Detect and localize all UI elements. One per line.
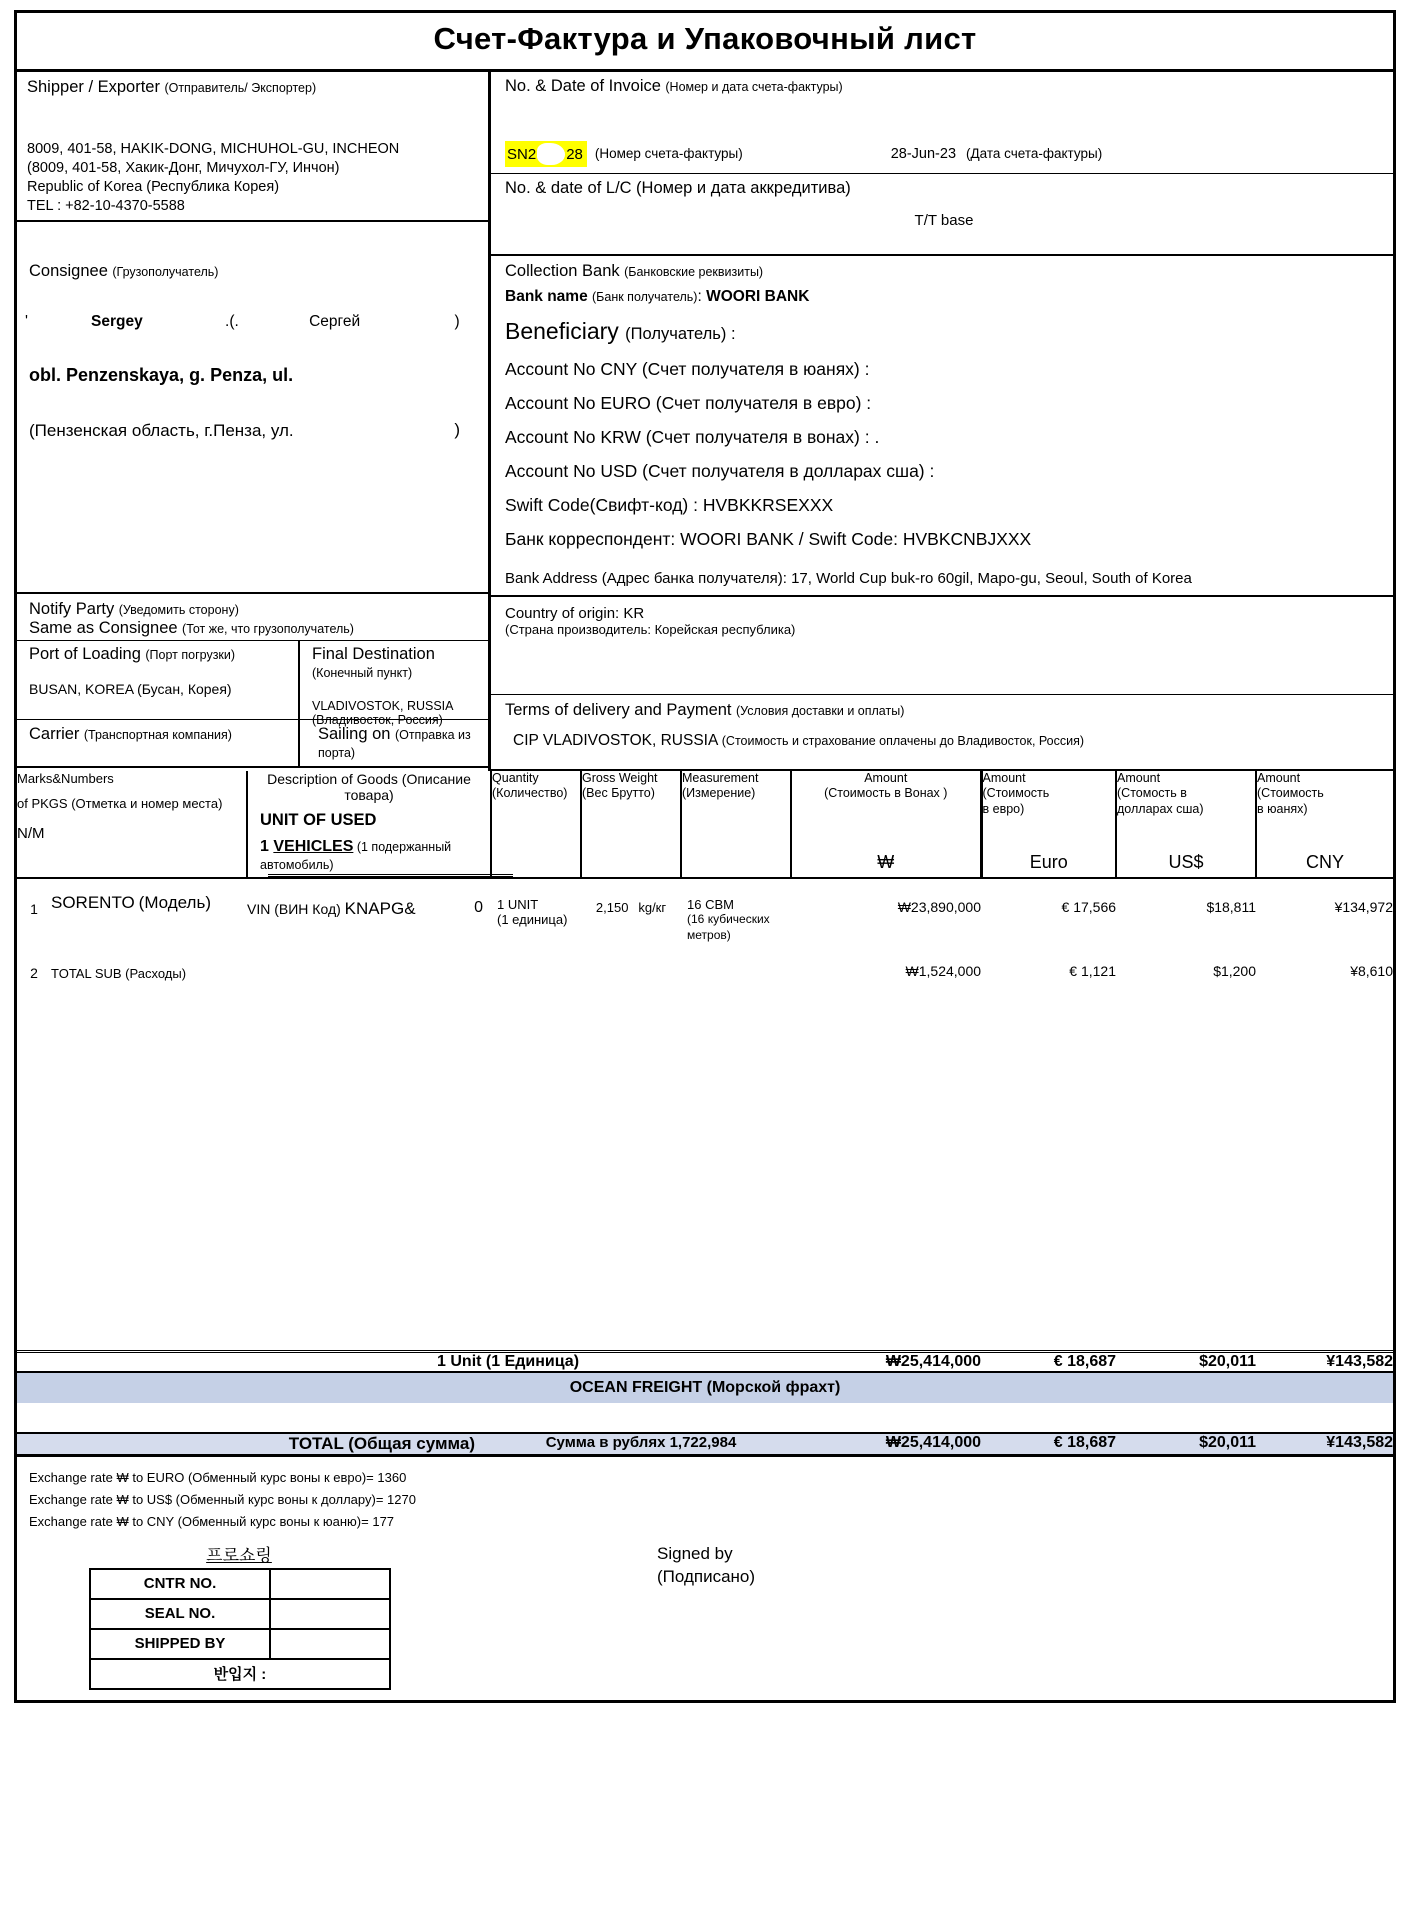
port-of-loading-label-en: Port of Loading xyxy=(29,645,141,663)
subtotal-amount-krw: ₩25,414,000 xyxy=(885,1352,982,1370)
row-index: 2 xyxy=(30,965,38,982)
invoice-date: 28-Jun-23 xyxy=(890,145,957,162)
notify-origin-row xyxy=(17,597,1393,771)
vehicles-word: VEHICLES xyxy=(273,838,354,855)
consignee-name-ru: Сергей xyxy=(309,313,361,330)
seal-no-label: SEAL NO. xyxy=(90,1599,270,1629)
final-destination-label-en: Final Destination xyxy=(312,645,435,663)
port-of-loading-value: BUSAN, KOREA (Бусан, Корея) xyxy=(29,681,232,697)
row-quantity-ru: (1 единица) xyxy=(497,912,568,927)
description-header xyxy=(247,771,491,878)
amount-usd-header-en: Amount xyxy=(1117,771,1161,785)
measurement-header-en: Measurement xyxy=(682,771,759,785)
total-amount-cny: ¥143,582 xyxy=(1326,1433,1394,1451)
country-of-origin-box xyxy=(491,597,1393,695)
gross-weight-header-ru: (Вес Брутто) xyxy=(582,786,655,801)
quantity-header xyxy=(491,771,581,878)
beneficiary-line xyxy=(505,318,1383,345)
amount-eur-header-ru: (Стоимость в евро) xyxy=(982,786,1050,816)
carrier-label-en: Carrier xyxy=(29,725,80,743)
row-quantity-cell xyxy=(491,943,581,981)
terms-of-delivery-box xyxy=(491,695,1393,771)
measurement-header xyxy=(681,771,791,878)
bank-name-label-ru: (Банк получатель) xyxy=(592,290,698,304)
document-title-row xyxy=(17,13,1393,72)
amount-usd-symbol: US$ xyxy=(1168,852,1204,872)
invoice-sheet xyxy=(14,10,1396,1703)
bank-name-label-en: Bank name xyxy=(505,288,588,305)
amount-usd-header-ru: (Стомость в долларах сша) xyxy=(1117,786,1204,816)
consignee-address-ru: (Пензенская область, г.Пенза, ул. xyxy=(29,421,294,440)
amount-eur-symbol: Euro xyxy=(1029,852,1068,872)
row-amount-usd: $1,200 xyxy=(1213,963,1257,980)
consignee-address-en: obl. Penzenskaya, g. Penza, ul. xyxy=(29,365,294,385)
row-amount-usd: $18,811 xyxy=(1206,899,1257,915)
amount-krw-header xyxy=(791,771,981,878)
subtotal-row xyxy=(17,1351,1393,1372)
lc-value: T/T base xyxy=(914,212,974,229)
row-measurement-ru: (16 кубических метров) xyxy=(687,912,770,942)
row-vin-cell xyxy=(247,943,491,981)
consignee-label-en: Consignee xyxy=(29,262,108,280)
shipped-by-row xyxy=(90,1629,390,1659)
exchange-rate-usd: Exchange rate ₩ to US$ (Обменный курс воны к доллару)= 1270 xyxy=(29,1491,416,1507)
table-filler-row xyxy=(17,981,1393,1351)
cntr-no-label: CNTR NO. xyxy=(90,1569,270,1599)
total-amount-krw: ₩25,414,000 xyxy=(885,1433,982,1451)
quantity-header-ru: (Количество) xyxy=(492,786,568,801)
consignee-label-ru: (Грузополучатель) xyxy=(112,265,219,279)
final-destination-label-ru: (Конечный пункт) xyxy=(312,666,413,680)
account-euro: Account No EURO (Счет получателя в евро) : xyxy=(505,393,872,413)
consignee-address-ru-line xyxy=(29,420,478,441)
carrier-cell xyxy=(17,720,300,766)
marks-line-1: Marks&Numbers xyxy=(17,771,114,786)
shipper-heading xyxy=(17,72,488,97)
consignee-paren-close: ) xyxy=(454,313,460,330)
row-measurement-cell xyxy=(681,943,791,981)
collection-bank-box xyxy=(491,256,1393,597)
marks-line-2: of PKGS (Отметка и номер места) xyxy=(17,796,223,811)
subtotal-amount-cny: ¥143,582 xyxy=(1326,1352,1394,1370)
ocean-freight-row xyxy=(17,1372,1393,1403)
row-model: SORENTO xyxy=(51,893,135,912)
invoice-number-highlight xyxy=(505,141,587,167)
vehicles-ru: (1 подержанный автомобиль) xyxy=(260,840,452,872)
carrier-label-ru: (Транспортная компания) xyxy=(83,728,232,742)
shipper-address-line-2: (8009, 401-58, Хакик-Донг, Мичухол-ГУ, Инчон) xyxy=(27,159,340,176)
account-cny: Account No CNY (Счет получателя в юанях) : xyxy=(505,359,870,379)
port-of-loading-cell xyxy=(17,641,300,719)
row-gross-weight: 2,150 xyxy=(595,900,629,915)
notify-label-ru: (Уведомить сторону) xyxy=(118,603,239,617)
amount-eur-header xyxy=(981,771,1116,878)
row-model: TOTAL SUB (Расходы) xyxy=(51,966,187,982)
seal-no-row xyxy=(90,1599,390,1629)
lc-label-ru: (Номер и дата аккредитива) xyxy=(636,179,851,197)
gross-weight-header xyxy=(581,771,681,878)
consignee-address-close: ) xyxy=(454,420,460,439)
banipji-label: 반입지 : xyxy=(90,1659,390,1689)
row-vin-label: VIN (ВИН Код) xyxy=(247,901,341,917)
row-amount-eur: € 1,121 xyxy=(1069,963,1117,980)
shipper-label-ru: (Отправитель/ Экспортер) xyxy=(164,81,317,95)
bank-name-line xyxy=(505,288,1383,306)
goods-table xyxy=(17,771,1393,1454)
invoice-label-ru: (Номер и дата счета-фактуры) xyxy=(665,80,843,94)
vehicles-double-underline xyxy=(268,874,513,877)
port-of-loading-label-ru: (Порт погрузки) xyxy=(145,648,236,662)
shipped-by-label: SHIPPED BY xyxy=(90,1629,270,1659)
terms-label-en: Terms of delivery and Payment xyxy=(505,701,732,719)
subtotal-amount-eur: € 18,687 xyxy=(1053,1352,1117,1370)
lc-label-en: No. & date of L/C xyxy=(505,179,632,197)
invoice-date-caption: (Дата счета-фактуры) xyxy=(966,146,1103,161)
final-destination-cell xyxy=(300,641,488,727)
marks-numbers-header xyxy=(17,771,247,878)
terms-value-ru: (Стоимость и страхование оплачены до Владивосток, Россия) xyxy=(721,734,1085,748)
table-row xyxy=(17,878,1393,943)
row-amount-krw: ₩1,524,000 xyxy=(905,963,982,980)
amount-cny-header xyxy=(1256,771,1393,878)
page-title: Счет-Фактура и Упаковочный лист xyxy=(433,21,977,56)
collection-bank-label-ru: (Банковские реквизиты) xyxy=(624,265,764,279)
total-row xyxy=(17,1433,1393,1454)
row-gross-weight-cell xyxy=(581,878,681,943)
shipper-box xyxy=(17,72,488,222)
invoice-number-caption: (Номер счета-фактуры) xyxy=(594,146,743,161)
final-destination-value: VLADIVOSTOK, RUSSIA (Владивосток, Россия) xyxy=(312,699,453,727)
shipper-column xyxy=(17,72,491,256)
correspondent-bank: Банк корреспондент: WOORI BANK / Swift Code: HVBKCNBJXXX xyxy=(505,529,1032,549)
collection-bank-heading xyxy=(505,262,1383,281)
table-row xyxy=(17,943,1393,981)
bank-name-sep: : xyxy=(697,288,707,305)
amount-eur-header-en: Amount xyxy=(982,771,1026,785)
row-vin-tail: 0 xyxy=(474,899,484,916)
gross-weight-header-en: Gross Weight xyxy=(582,771,658,785)
port-row xyxy=(17,641,488,727)
invoice-column xyxy=(491,72,1393,256)
subtotal-unit-label: 1 Unit (1 Единица) xyxy=(437,1352,580,1370)
beneficiary-label-en: Beneficiary xyxy=(505,318,619,344)
amount-cny-symbol: CNY xyxy=(1306,852,1345,872)
country-of-origin-en: Country of origin: KR xyxy=(505,605,645,622)
row-model-cell xyxy=(51,878,247,943)
invoice-number-row xyxy=(491,134,1393,174)
total-rub-label: Сумма в рублях 1,722,984 xyxy=(545,1433,737,1451)
shipper-address-line-1: 8009, 401-58, HAKIK-DONG, MICHUHOL-GU, INCHEON xyxy=(27,140,400,157)
footer-section xyxy=(17,1454,1393,1700)
account-usd: Account No USD (Счет получателя в долларах сша) : xyxy=(505,461,935,481)
lc-box xyxy=(491,174,1393,256)
consignee-quote: ' xyxy=(25,313,28,330)
quantity-header-en: Quantity xyxy=(492,771,539,785)
bank-name-value: WOORI BANK xyxy=(706,288,810,305)
bank-column xyxy=(491,256,1393,597)
shipper-address-line-4: TEL : +82-10-4370-5588 xyxy=(27,197,185,214)
total-amount-eur: € 18,687 xyxy=(1053,1433,1117,1451)
shipper-address xyxy=(27,140,399,217)
container-table xyxy=(89,1568,391,1690)
banipji-row xyxy=(90,1659,390,1689)
beneficiary-label-ru: (Получатель) xyxy=(625,325,727,343)
invoice-heading xyxy=(491,72,1393,134)
amount-krw-symbol: ₩ xyxy=(877,852,895,872)
ocean-freight-gap xyxy=(17,1403,1393,1433)
row-quantity-en: 1 UNIT xyxy=(497,897,539,912)
consignee-name-line xyxy=(25,313,478,331)
signed-by-en: Signed by xyxy=(657,1543,733,1563)
consignee-bank-row xyxy=(17,256,1393,597)
amount-cny-header-en: Amount xyxy=(1257,771,1301,785)
measurement-header-ru: (Измерение) xyxy=(682,786,756,801)
terms-value-en: CIP VLADIVOSTOK, RUSSIA xyxy=(513,732,718,749)
notify-value-en: Same as Consignee xyxy=(29,619,178,637)
row-amount-cny: ¥8,610 xyxy=(1350,963,1394,980)
table-filler-cell xyxy=(17,981,1393,1351)
origin-terms-column xyxy=(491,597,1393,771)
swift-code: Swift Code(Свифт-код) : HVBKKRSEXXX xyxy=(505,495,834,515)
row-measurement-en: 16 CBM xyxy=(687,897,734,912)
row-model-ru: (Модель) xyxy=(138,893,211,912)
row-gross-weight-cell xyxy=(581,943,681,981)
signed-by-block xyxy=(657,1543,755,1589)
bank-address: Bank Address (Адрес банка получателя): 17, World Cup buk-ro 60gil, Mapo-gu, Seoul, South of Korea xyxy=(505,570,1192,587)
shipped-by-value[interactable] xyxy=(270,1629,390,1659)
country-of-origin-ru: (Страна производитель: Корейская республика) xyxy=(505,622,796,637)
account-krw: Account No KRW (Счет получателя в вонах) : . xyxy=(505,427,880,447)
terms-label-ru: (Условия доставки и оплаты) xyxy=(735,704,905,718)
sailing-on-label-ru: (Отправка из порта) xyxy=(318,728,471,760)
shipper-address-line-3: Republic of Korea (Республика Корея) xyxy=(27,178,280,195)
amount-usd-header xyxy=(1116,771,1256,878)
consignee-name-en: Sergey xyxy=(91,313,143,330)
cntr-no-row xyxy=(90,1569,390,1599)
row-quantity-cell xyxy=(491,878,581,943)
terms-value-line xyxy=(505,732,1383,750)
total-label: TOTAL (Общая сумма) xyxy=(288,1433,476,1453)
row-model-cell xyxy=(51,943,247,981)
sailing-on-cell xyxy=(300,720,488,766)
carrier-row xyxy=(17,720,488,768)
beneficiary-sep: : xyxy=(726,325,736,343)
shipper-label-en: Shipper / Exporter xyxy=(27,78,160,96)
row-index: 1 xyxy=(30,901,38,917)
goods-header-row xyxy=(17,771,1393,878)
exchange-rate-euro: Exchange rate ₩ to EURO (Обменный курс воны к евро)= 1360 xyxy=(29,1469,407,1485)
notify-label-en: Notify Party xyxy=(29,600,115,618)
marks-value: N/M xyxy=(17,825,45,842)
row-amount-cny: ¥134,972 xyxy=(1334,899,1394,915)
seal-no-value[interactable] xyxy=(270,1599,390,1629)
notify-ports-column xyxy=(17,597,491,771)
ocean-freight-cell xyxy=(17,1372,1393,1403)
collection-bank-label-en: Collection Bank xyxy=(505,262,620,280)
amount-krw-header-ru: (Стоимость в Вонах ) xyxy=(824,786,948,801)
row-gross-weight-unit: kg/кг xyxy=(638,900,667,915)
invoice-number-suffix: 28 xyxy=(566,145,583,163)
ocean-freight-label: OCEAN FREIGHT (Морской фрахт) xyxy=(17,1373,1393,1403)
amount-cny-header-ru: (Стоимость в юанях) xyxy=(1257,786,1324,816)
consignee-box xyxy=(17,256,488,594)
amount-krw-header-en: Amount xyxy=(864,771,908,785)
sailing-on-label-en: Sailing on xyxy=(318,725,391,743)
signed-by-ru: (Подписано) xyxy=(657,1566,756,1586)
row-vin-cell xyxy=(247,878,491,943)
notify-value-ru: (Тот же, что грузополучатель) xyxy=(182,622,354,636)
notify-value-line xyxy=(29,619,478,638)
consignee-paren-open: .(. xyxy=(225,313,239,330)
description-unit-of-used: UNIT OF USED xyxy=(260,811,377,829)
row-amount-eur: € 17,566 xyxy=(1061,899,1117,915)
subtotal-amount-usd: $20,011 xyxy=(1199,1352,1257,1370)
redaction-mask xyxy=(537,143,565,165)
subtotal-spacer xyxy=(581,1351,791,1372)
row-vin-code: KNAPG& xyxy=(344,899,416,918)
invoice-label-en: No. & Date of Invoice xyxy=(505,77,661,95)
row-amount-krw: ₩23,890,000 xyxy=(897,899,982,915)
vehicles-qty: 1 xyxy=(260,838,274,855)
row-measurement-cell xyxy=(681,878,791,943)
cntr-no-value[interactable] xyxy=(270,1569,390,1599)
notify-heading xyxy=(29,600,478,619)
ocean-freight-gap-row xyxy=(17,1403,1393,1433)
prosho-label: 프로쇼링 xyxy=(206,1545,272,1565)
notify-party-box xyxy=(17,597,488,641)
description-title: Description of Goods (Описание товара) xyxy=(267,771,471,803)
consignee-column xyxy=(17,256,491,597)
invoice-number-prefix: SN2 xyxy=(507,145,537,163)
description-vehicles-line xyxy=(260,838,490,874)
exchange-rate-cny: Exchange rate ₩ to CNY (Обменный курс воны к юаню)= 177 xyxy=(29,1513,395,1529)
total-amount-usd: $20,011 xyxy=(1199,1433,1257,1451)
header-row-shipper-invoice xyxy=(17,72,1393,256)
